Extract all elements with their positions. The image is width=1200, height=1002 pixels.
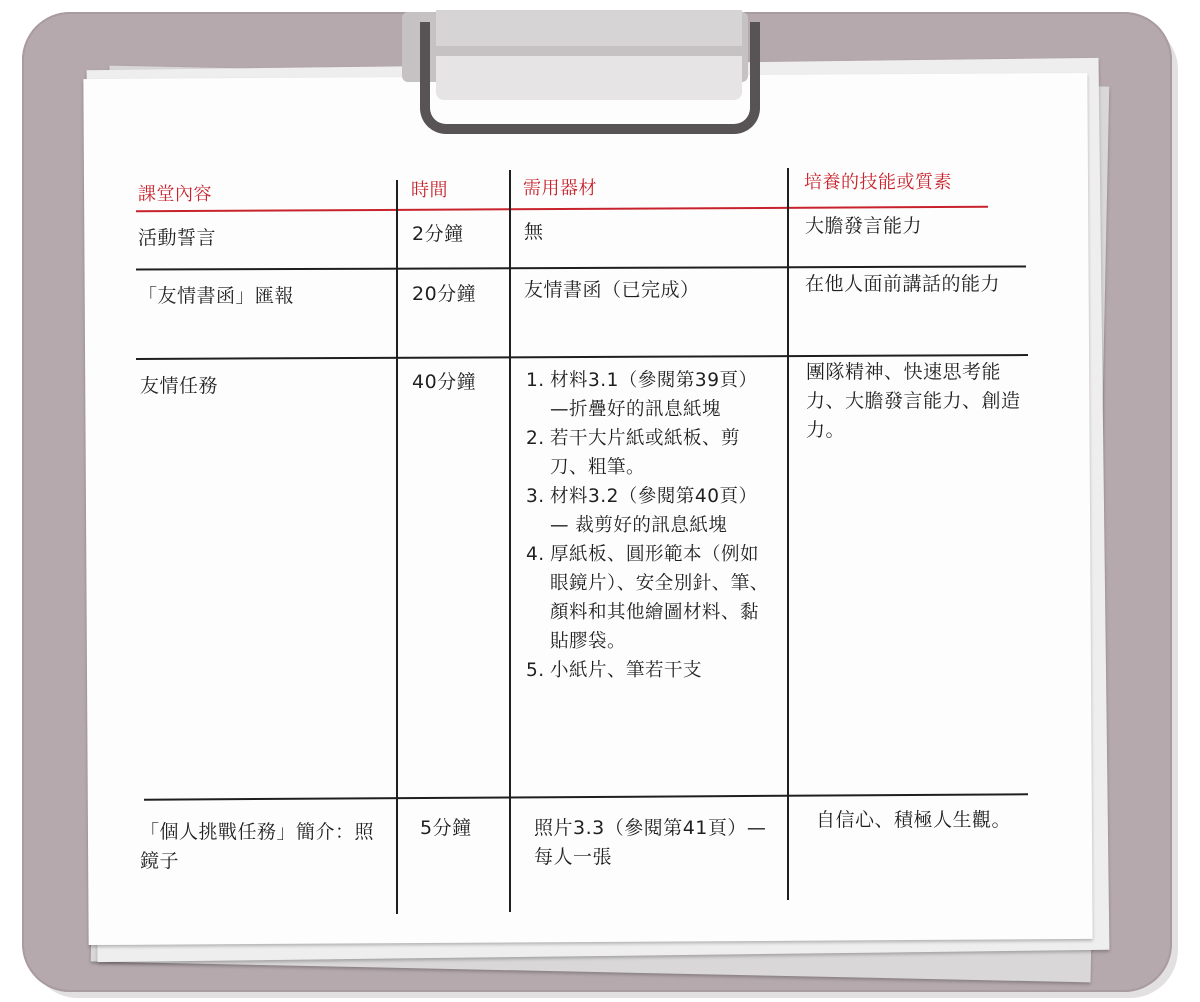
row2-content: 「友情書函」匯報 [138,285,295,307]
materials-list [526,366,774,685]
materials-item [526,540,774,656]
materials-item [526,424,774,482]
materials-item-number: 1. [526,370,545,391]
header-content: 課堂內容 [138,184,212,205]
row2-skills: 在他人面前講話的能力 [805,273,1001,295]
materials-item-text: 材料3.2（參閱第40頁） — 裁剪好的訊息紙塊 [550,486,758,536]
row3-content: 友情任務 [140,375,219,397]
row4-content: 「個人挑戰任務」簡介：照鏡子 [140,821,375,872]
materials-item-number: 5. [526,660,545,681]
materials-item-text: 厚紙板、圓形範本（例如眼鏡片）、安全別針、筆、顏料和其他繪圖材料、黏貼膠袋。 [550,544,769,652]
row2-materials: 友情書函（已完成） [524,279,700,301]
header-materials: 需用器材 [523,178,597,199]
materials-item [526,482,774,540]
column-divider-2 [509,170,511,912]
row3-time: 40分鐘 [412,371,477,393]
materials-item [526,366,774,424]
row2-time: 20分鐘 [412,283,477,305]
materials-item [526,656,774,685]
row4-skills: 自信心、積極人生觀。 [816,809,1012,831]
column-divider-3 [787,168,789,900]
materials-item-number: 2. [526,428,545,449]
row4-materials: 照片3.3（參閱第41頁）— 每人一張 [534,817,767,868]
materials-item-text: 若干大片紙或紙板、剪刀、粗筆。 [550,428,741,478]
materials-item-text: 小紙片、筆若干支 [550,660,703,681]
row1-content: 活動誓言 [138,227,217,249]
row1-skills: 大膽發言能力 [805,215,923,237]
materials-item-number: 3. [526,486,545,507]
column-divider-1 [396,180,398,914]
materials-item-number: 4. [526,544,545,565]
row3-skills: 團隊精神、快速思考能力、大膽發言能力、創造力。 [806,361,1021,441]
row4-time: 5分鐘 [420,817,472,839]
materials-item-text: 材料3.1（參閱第39頁）—折疊好的訊息紙塊 [550,370,758,420]
row1-materials: 無 [524,221,544,243]
row3-materials [526,366,774,685]
row1-time: 2分鐘 [412,223,464,245]
header-skills: 培養的技能或質素 [804,172,952,193]
clip-ring [420,22,760,134]
header-time: 時間 [411,180,448,201]
